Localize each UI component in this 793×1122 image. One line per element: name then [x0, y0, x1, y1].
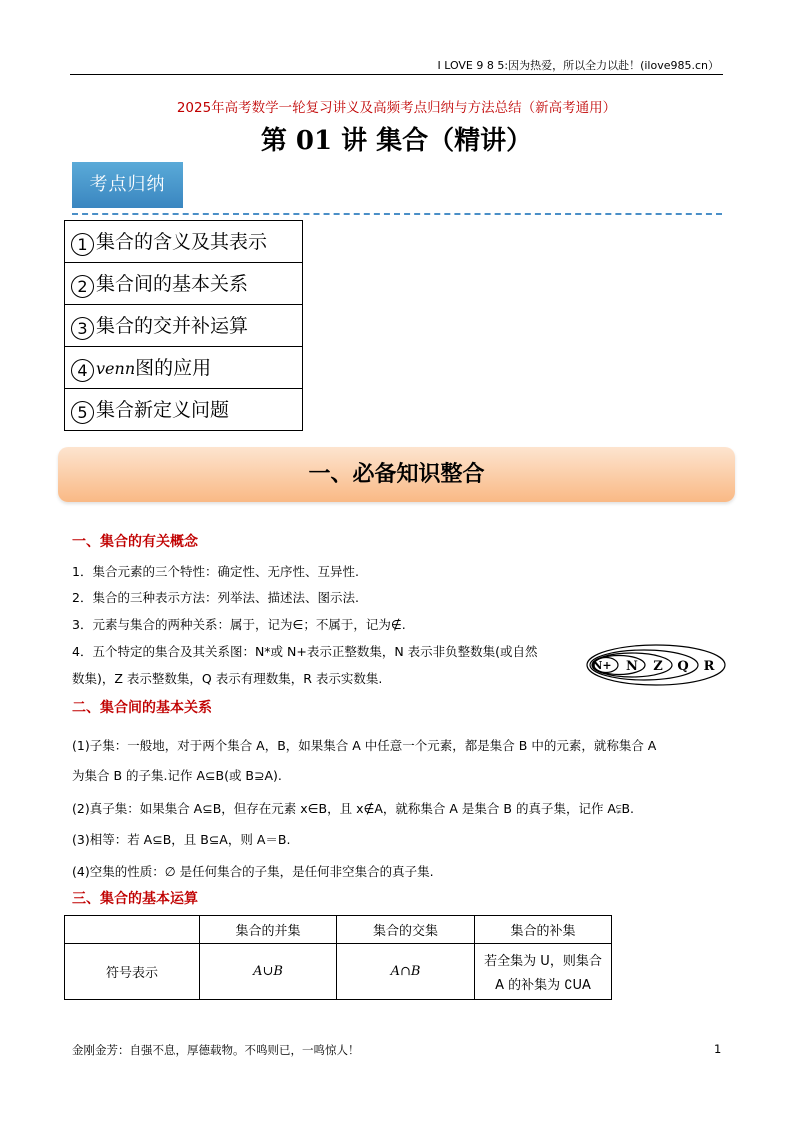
page-header-text: I LOVE 9 8 5:因为热爱，所以全力以赴！(ilove985.cn） — [437, 59, 719, 72]
table-header-cell: 集合的交集 — [337, 916, 475, 944]
topic-number: 4 — [71, 359, 94, 382]
paragraph: (3)相等：若 A⊆B，且 B⊆A，则 A＝B. — [72, 832, 291, 847]
section-banner: 一、必备知识整合 — [58, 447, 735, 502]
number-sets-venn-diagram — [585, 642, 727, 688]
topic-number: 5 — [71, 401, 94, 424]
document-title: 第 01 讲 集合（精讲） — [260, 126, 533, 156]
topic-row — [65, 347, 303, 389]
page-number: 1 — [714, 1042, 722, 1056]
footer-quote: 金刚金芳：自强不息，厚德载物。不鸣则已，一鸣惊人！ — [72, 1043, 360, 1057]
topic-label: 集合的交并补运算 — [96, 315, 249, 337]
paragraph: 4．五个特定的集合及其关系图：N*或 N+表示正整数集，N 表示非负整数集(或自然 — [72, 644, 538, 659]
paragraph: 数集)，Z 表示整数集，Q 表示有理数集，R 表示实数集. — [72, 671, 383, 686]
topic-number: 1 — [71, 233, 94, 256]
paragraph: 1．集合元素的三个特性：确定性、无序性、互异性. — [72, 564, 359, 579]
topic-number: 2 — [71, 275, 94, 298]
topic-number: 3 — [71, 317, 94, 340]
venn-label: N+ — [592, 659, 612, 672]
table-row — [65, 944, 612, 1000]
complement-line: 若全集为 U，则集合 — [484, 954, 602, 969]
topic-row — [65, 221, 303, 263]
paragraph: 2．集合的三种表示方法：列举法、描述法、图示法. — [72, 590, 359, 605]
section-heading-relations: 二、集合间的基本关系 — [72, 700, 212, 716]
topics-table — [64, 220, 303, 431]
topic-label: 图的应用 — [135, 357, 212, 379]
complement-line: A 的补集为 ∁UA — [495, 978, 591, 993]
dashed-divider — [72, 213, 722, 215]
table-row-label: 符号表示 — [65, 944, 200, 1000]
venn-label: Z — [653, 659, 663, 674]
operations-table — [64, 915, 612, 1000]
section-heading-concepts: 一、集合的有关概念 — [72, 534, 198, 550]
topic-label: 集合新定义问题 — [96, 399, 230, 421]
topic-row — [65, 263, 303, 305]
table-header-cell — [65, 916, 200, 944]
section-badge: 考点归纳 — [72, 162, 183, 208]
table-header-row — [65, 916, 612, 944]
topic-row — [65, 305, 303, 347]
table-cell-complement — [475, 944, 612, 1000]
paragraph: 为集合 B 的子集.记作 A⊆B(或 B⊇A). — [72, 768, 282, 783]
topic-label: 集合间的基本关系 — [96, 273, 249, 295]
paragraph: (2)真子集：如果集合 A⊆B，但存在元素 x∈B，且 x∉A，就称集合 A 是集合 B 的真子集，记作 A⫋B. — [72, 801, 635, 816]
document-subtitle: 2025年高考数学一轮复习讲义及高频考点归纳与方法总结（新高考通用） — [176, 100, 617, 116]
topic-label: 集合的含义及其表示 — [96, 231, 268, 253]
venn-label: R — [703, 659, 715, 674]
topic-row — [65, 389, 303, 431]
header-divider — [70, 74, 723, 75]
paragraph: (4)空集的性质：∅ 是任何集合的子集，是任何非空集合的真子集. — [72, 864, 434, 879]
table-cell-union: A∪B — [200, 944, 337, 1000]
paragraph: 3．元素与集合的两种关系：属于，记为∈；不属于，记为∉. — [72, 617, 406, 632]
venn-label: Q — [677, 659, 689, 674]
venn-label: N — [626, 659, 638, 674]
paragraph: (1)子集：一般地，对于两个集合 A，B，如果集合 A 中任意一个元素，都是集合 B 中的元素，就称集合 A — [72, 738, 657, 753]
topic-prefix: venn — [96, 359, 136, 378]
section-heading-operations: 三、集合的基本运算 — [72, 891, 198, 907]
table-header-cell: 集合的补集 — [475, 916, 612, 944]
table-header-cell: 集合的并集 — [200, 916, 337, 944]
table-cell-intersection: A∩B — [337, 944, 475, 1000]
